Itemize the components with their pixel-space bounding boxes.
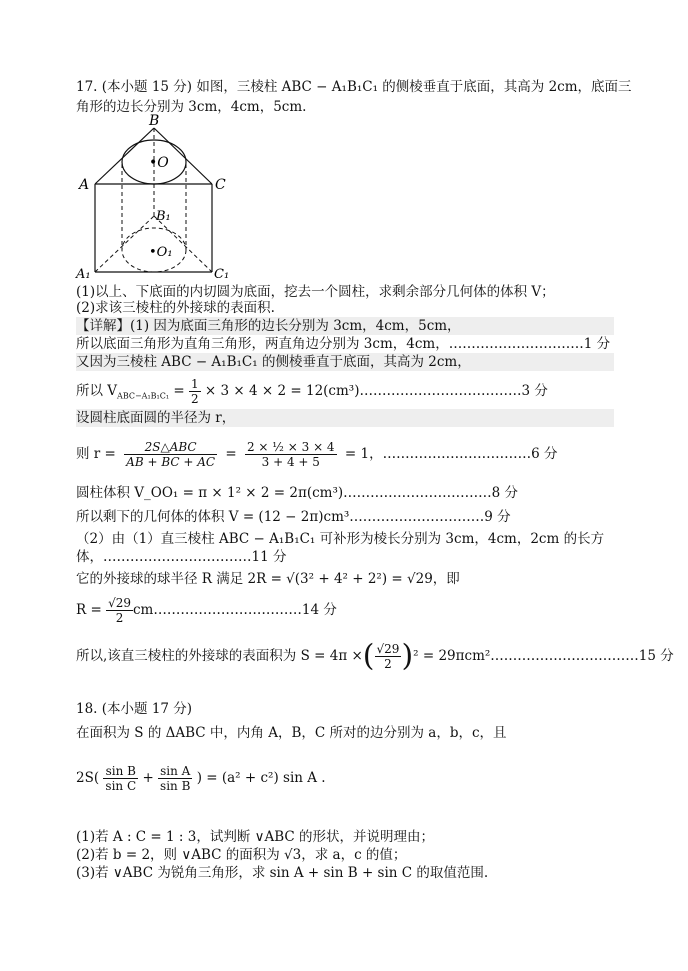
- surface-rest: ² = 29πcm²……………………………15 分: [413, 648, 674, 664]
- label-C1: C₁: [214, 267, 230, 282]
- label-C: C: [215, 177, 226, 193]
- q17-part1: (1)以上、下底面的内切圆为底面，挖去一个圆柱，求剩余部分几何体的体积 V；: [76, 284, 555, 300]
- eq-prefix: 2S(: [76, 770, 100, 786]
- q17-heading-line1: 17. (本小题 15 分) 如图，三棱柱 ABC − A₁B₁C₁ 的侧棱垂直于底面，其高为 2cm，底面三: [76, 79, 632, 95]
- q17-solution-R: [76, 592, 337, 628]
- q17-solution-part2-line1: （2）由（1）直三棱柱 ABC − A₁B₁C₁ 可补形为棱长分别为 3cm，4cm，2cm 的长方: [76, 531, 605, 547]
- q17-solution-volume: [76, 374, 548, 414]
- R-rest: cm……………………………14 分: [133, 602, 337, 618]
- R-fraction: $\frac{√29}{2}$: [108, 596, 131, 625]
- label-O: •O: [149, 155, 169, 171]
- label-B1: B₁: [156, 209, 171, 224]
- q18-heading: 18. (本小题 17 分): [76, 701, 193, 717]
- surface-prefix: 所以,该直三棱柱的外接球的表面积为 S = 4π ×: [76, 648, 363, 664]
- eq-rest: ) = (a² + c²) sin A .: [196, 770, 326, 786]
- volume-eq: =: [169, 383, 189, 399]
- volume-rest: × 3 × 4 × 2 = 12(cm³)………………………………3 分: [204, 383, 548, 399]
- volume-fraction: $\frac{1}{2}$: [190, 377, 199, 406]
- q17-solution-line2: 所以底面三角形为直角三角形，两直角边分别为 3cm，4cm，…………………………1 分: [76, 336, 611, 352]
- q18-equation: [76, 758, 326, 798]
- label-B: B: [149, 113, 160, 129]
- eq-fraction1: $\frac{\text{sin B}}{\text{sin C}}$: [105, 764, 137, 793]
- eq-plus: +: [142, 770, 154, 786]
- q17-solution-part2-line2: 体，……………………………11 分: [76, 549, 287, 565]
- volume-subscript: ABC−A₁B₁C₁: [117, 391, 170, 401]
- label-O1: •O₁: [149, 245, 173, 260]
- radius-fraction2: $\frac{\text{2 × ½ × 3 × 4}}{3 + 4 + 5}$: [246, 440, 335, 469]
- q17-solution-line3: 又因为三棱柱 ABC − A₁B₁C₁ 的侧棱垂直于底面，其高为 2cm，: [76, 353, 614, 371]
- radius-fraction1: $\frac{\text{2S△ABC}}{AB + BC + AC}$: [126, 440, 216, 469]
- q17-solution-surface: 所以,该直三棱柱的外接球的表面积为 S = 4π ×( $\frac{√29}{2}$ )² = 29πcm²……………………………15 分: [76, 638, 674, 674]
- q17-heading-line2: 角形的边长分别为 3cm，4cm，5cm.: [76, 99, 307, 115]
- label-A1: A₁: [76, 267, 91, 282]
- volume-prefix: 所以 V: [76, 383, 118, 399]
- eq-fraction2: $\frac{\text{sin A}}{\text{sin B}}$: [160, 764, 191, 793]
- q17-solution-sphere-radius: 它的外接球的球半径 R 满足 2R = √(3² + 4² + 2²) = √29，即: [76, 571, 460, 587]
- q18-statement: 在面积为 S 的 ΔABC 中，内角 A，B，C 所对的边分别为 a，b，c，且: [76, 725, 507, 741]
- q17-solution-cylinder: 圆柱体积 V_OO₁ = π × 1² × 2 = 2π(cm³)……………………………8 分: [76, 485, 519, 501]
- radius-prefix: 则 r =: [76, 446, 116, 462]
- q18-part3: (3)若 ∨ABC 为锐角三角形，求 sin A + sin B + sin C 的取值范围.: [76, 865, 489, 881]
- q17-solution-radius: 则 r = $\frac{\text{2S△ABC}}{AB + BC + AC}$ = $\frac{\text{2 × ½ × 3 × 4}}{3 + 4 + 5}$ = 1，……………………………6 分: [76, 440, 558, 469]
- q17-part2: (2)求该三棱柱的外接球的表面积.: [76, 300, 275, 316]
- label-A: A: [79, 177, 90, 193]
- R-prefix: R =: [76, 602, 102, 618]
- prism-figure: [70, 112, 240, 282]
- q18-part1: (1)若 A : C = 1 : 3，试判断 ∨ABC 的形状，并说明理由；: [76, 829, 435, 845]
- q18-part2: (2)若 b = 2，则 ∨ABC 的面积为 √3，求 a，c 的值；: [76, 847, 407, 863]
- q17-solution-remaining: 所以剩下的几何体的体积 V = (12 − 2π)cm³…………………………9 分: [76, 509, 511, 525]
- radius-rest: = 1，……………………………6 分: [344, 446, 558, 462]
- q17-solution-radius-intro: 设圆柱底面圆的半径为 r，: [76, 409, 614, 427]
- surface-fraction: $\frac{√29}{2}$: [376, 642, 400, 671]
- q17-solution-line1: 【详解】(1) 因为底面三角形的边长分别为 3cm，4cm，5cm，: [76, 317, 614, 335]
